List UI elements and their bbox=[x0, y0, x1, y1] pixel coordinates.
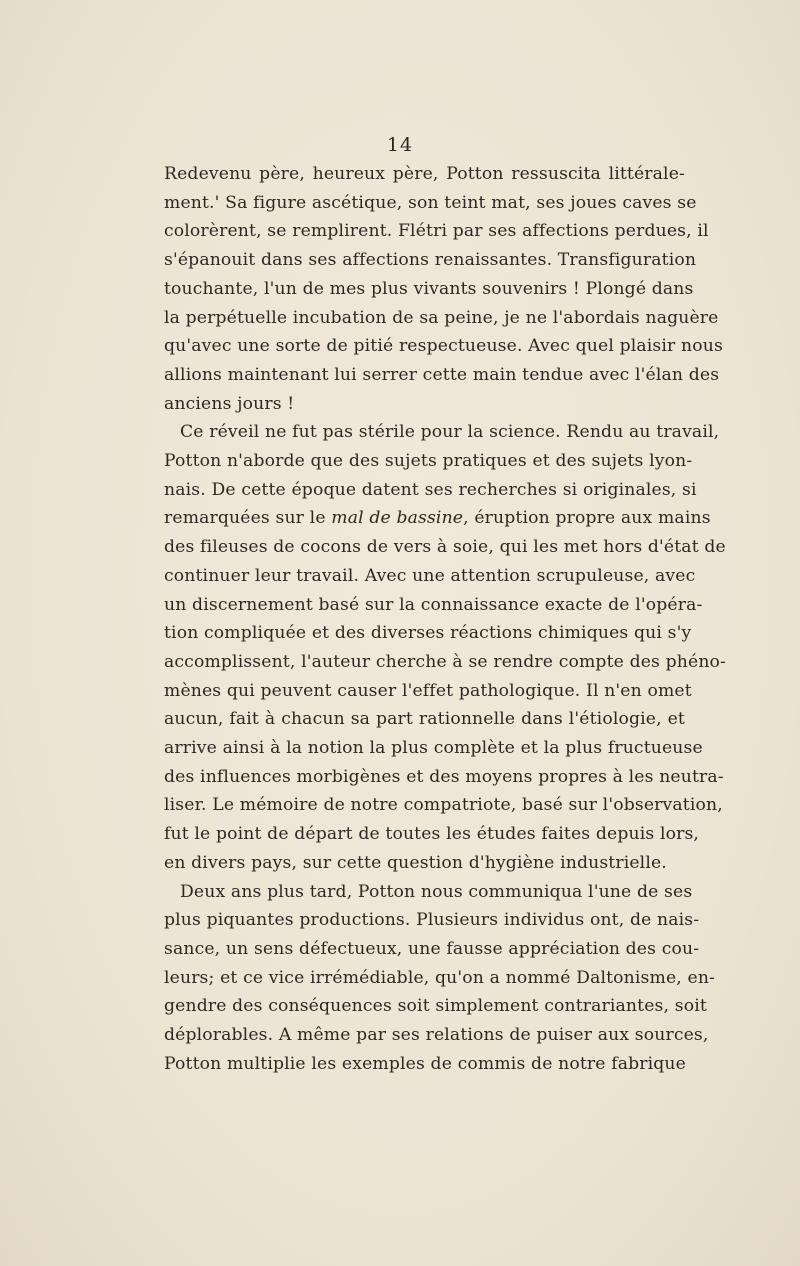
text-line: Ce réveil ne fut pas stérile pour la science. Rendu au travail, bbox=[180, 422, 720, 443]
italic-term: mal de bassine bbox=[331, 508, 464, 529]
text-line: s'épanouit dans ses affections renaissantes. Transfiguration bbox=[164, 250, 697, 271]
text-segment: , éruption propre aux mains bbox=[463, 508, 711, 529]
text-line: liser. Le mémoire de notre compatriote, basé sur l'observation, bbox=[164, 795, 723, 816]
text-line: touchante, l'un de mes plus vivants souvenirs ! Plongé dans bbox=[164, 278, 694, 299]
text-line: qu'avec une sorte de pitié respectueuse. Avec quel plaisir nous bbox=[164, 336, 723, 357]
text-line: continuer leur travail. Avec une attention scrupuleuse, avec bbox=[164, 565, 696, 586]
text-line: plus piquantes productions. Plusieurs individus ont, de nais- bbox=[164, 910, 700, 931]
text-line-with-italic bbox=[164, 504, 711, 533]
body-text bbox=[164, 160, 727, 1079]
text-line: déplorables. A même par ses relations de puiser aux sources, bbox=[164, 1025, 709, 1046]
text-line: nais. De cette époque datent ses recherches si originales, si bbox=[164, 479, 697, 500]
text-line: sance, un sens défectueux, une fausse appréciation des cou- bbox=[164, 938, 700, 959]
text-line: en divers pays, sur cette question d'hygiène industrielle. bbox=[164, 852, 667, 873]
text-line: Deux ans plus tard, Potton nous communiqua l'une de ses bbox=[180, 881, 693, 902]
text-line: tion compliquée et des diverses réactions chimiques qui s'y bbox=[164, 623, 692, 644]
text-line: mènes qui peuvent causer l'effet pathologique. Il n'en omet bbox=[164, 680, 692, 701]
text-line: arrive ainsi à la notion la plus complète et la plus fructueuse bbox=[164, 738, 703, 759]
text-line: Redevenu père, heureux père, Potton ressuscita littérale- bbox=[164, 164, 685, 184]
text-line: allions maintenant lui serrer cette main tendue avec l'élan des bbox=[164, 364, 720, 385]
paragraph-3 bbox=[164, 878, 716, 1079]
page-number: 14 bbox=[386, 134, 414, 156]
text-line: leurs; et ce vice irrémédiable, qu'on a nommé Daltonisme, en- bbox=[164, 967, 716, 988]
paragraph-2 bbox=[164, 418, 727, 877]
text-line: colorèrent, se remplirent. Flétri par ses affections perdues, il bbox=[164, 221, 709, 242]
text-line: un discernement basé sur la connaissance exacte de l'opéra- bbox=[164, 594, 703, 615]
text-line: des influences morbigènes et des moyens propres à les neutra- bbox=[164, 766, 724, 787]
text-line: Potton n'aborde que des sujets pratiques et des sujets lyon- bbox=[164, 451, 693, 472]
text-line: anciens jours ! bbox=[164, 393, 295, 414]
text-line: ment.' Sa figure ascétique, son teint mat, ses joues caves se bbox=[164, 192, 697, 213]
text-segment: remarquées sur le bbox=[164, 508, 332, 529]
text-line: accomplissent, l'auteur cherche à se rendre compte des phéno- bbox=[164, 651, 727, 672]
paragraph-1 bbox=[164, 160, 723, 418]
text-line: fut le point de départ de toutes les études faites depuis lors, bbox=[164, 824, 700, 845]
text-line: la perpétuelle incubation de sa peine, je ne l'abordais naguère bbox=[164, 307, 719, 328]
text-line: aucun, fait à chacun sa part rationnelle dans l'étiologie, et bbox=[164, 709, 685, 730]
text-line: Potton multiplie les exemples de commis de notre fabrique bbox=[164, 1053, 686, 1074]
text-line: gendre des conséquences soit simplement contrariantes, soit bbox=[164, 996, 707, 1017]
text-line: des fileuses de cocons de vers à soie, qui les met hors d'état de bbox=[164, 537, 726, 558]
